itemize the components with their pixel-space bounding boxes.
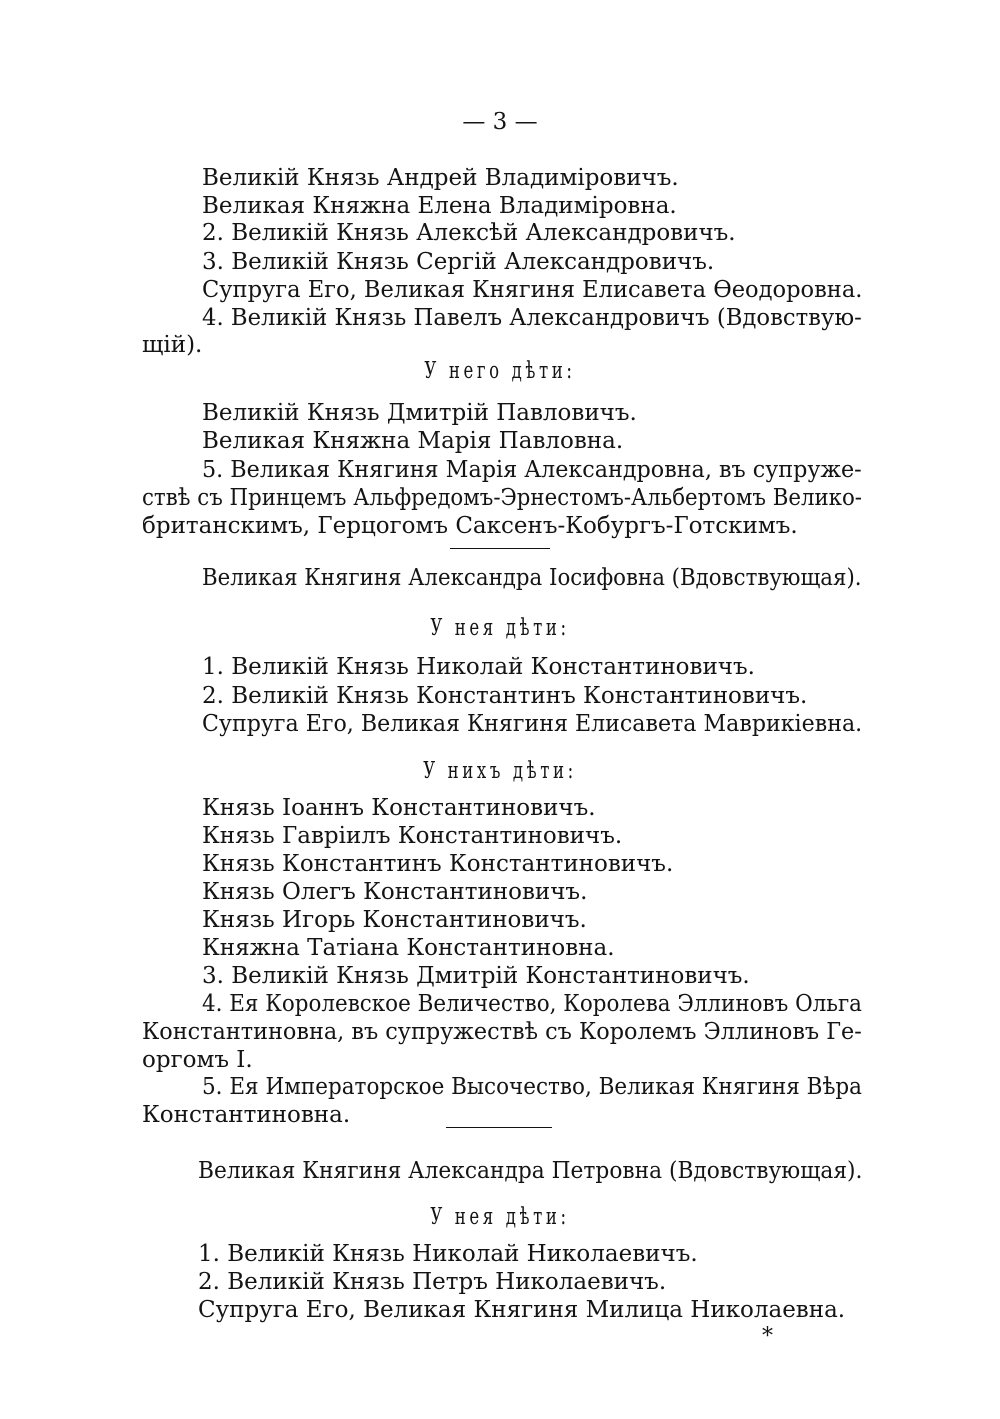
text-line: 5. Великая Княгиня Марія Александровна, въ супруже- — [202, 457, 862, 483]
page-number: — 3 — — [462, 109, 538, 135]
text-line: Князь Константинъ Константиновичъ. — [202, 851, 674, 877]
text-line: британскимъ, Герцогомъ Саксенъ-Кобургъ-Готскимъ. — [142, 513, 798, 539]
text-line: 5. Ея Императорское Высочество, Великая Княгиня Вѣра — [202, 1074, 862, 1100]
text-line: Супруга Его, Великая Княгиня Милица Николаевна. — [198, 1297, 846, 1323]
text-line: Великій Князь Андрей Владиміровичъ. — [202, 165, 679, 191]
text-line: 4. Ея Королевское Величество, Королева Эллиновъ Ольга — [202, 991, 862, 1017]
text-line: 3. Великій Князь Сергій Александровичъ. — [202, 249, 715, 275]
text-line: Княжна Татіана Константиновна. — [202, 935, 615, 961]
text-line: Великій Князь Дмитрій Павловичъ. — [202, 400, 637, 426]
text-line: Князь Іоаннъ Константиновичъ. — [202, 795, 596, 821]
text-line: Великая Княжна Елена Владиміровна. — [202, 193, 677, 219]
separator-rule — [450, 548, 550, 549]
text-line: Константиновна, въ супружествѣ съ Королемъ Эллиновъ Ге- — [142, 1019, 862, 1045]
text-line: щій). — [142, 332, 203, 358]
text-line: 3. Великій Князь Дмитрій Константиновичъ. — [202, 963, 750, 989]
section-heading: У нея дѣти: — [430, 1204, 570, 1230]
text-line: Константиновна. — [142, 1102, 351, 1128]
text-line: ствѣ съ Принцемъ Альфредомъ-Эрнестомъ-Альбертомъ Велико- — [142, 485, 862, 511]
text-line: Великая Княгиня Александра Петровна (Вдовствующая). — [198, 1158, 863, 1184]
text-line: 4. Великій Князь Павелъ Александровичъ (Вдовствую- — [202, 305, 862, 331]
text-line: 2. Великій Князь Петръ Николаевичъ. — [198, 1269, 667, 1295]
section-heading: У него дѣти: — [424, 358, 576, 384]
text-line: 2. Великій Князь Алексѣй Александровичъ. — [202, 220, 736, 246]
text-line: Князь Игорь Константиновичъ. — [202, 907, 587, 933]
text-line: Великая Княгиня Александра Іосифовна (Вдовствующая). — [202, 565, 862, 591]
section-heading: У нихъ дѣти: — [423, 758, 577, 784]
text-line: Великая Княжна Марія Павловна. — [202, 428, 624, 454]
text-line: оргомъ I. — [142, 1047, 253, 1073]
text-line: Супруга Его, Великая Княгиня Елисавета Ѳеодоровна. — [202, 277, 863, 303]
text-line: 1. Великій Князь Николай Николаевичъ. — [198, 1241, 698, 1267]
text-line: Князь Олегъ Константиновичъ. — [202, 879, 588, 905]
section-heading: У нея дѣти: — [430, 615, 570, 641]
text-line: Супруга Его, Великая Княгиня Елисавета Маврикіевна. — [202, 711, 863, 737]
separator-rule — [446, 1127, 552, 1128]
text-line: 2. Великій Князь Константинъ Константиновичъ. — [202, 683, 808, 709]
signature-mark: * — [762, 1324, 773, 1349]
text-line: Князь Гавріилъ Константиновичъ. — [202, 823, 623, 849]
text-line: 1. Великій Князь Николай Константиновичъ. — [202, 654, 755, 680]
